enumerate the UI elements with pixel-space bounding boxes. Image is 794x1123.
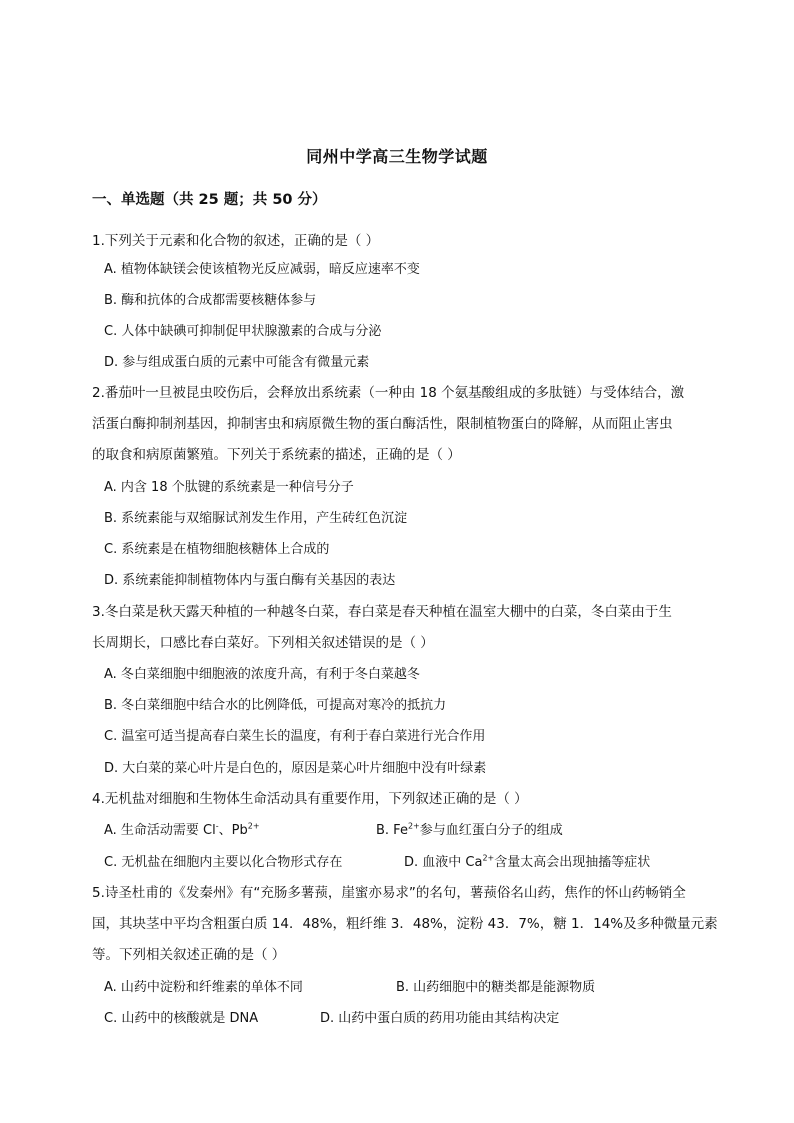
question-stem-line: 国，其块茎中平均含粗蛋白质 14．48%，粗纤维 3．48%，淀粉 43．7%，糖 1．14%及多种微量元素 — [92, 916, 718, 933]
question-stem-line: 长周期长，口感比春白菜好。下列相关叙述错误的是（ ） — [92, 635, 434, 652]
option-d: D. 系统素能抑制植物体内与蛋白酶有关基因的表达 — [104, 573, 396, 588]
option-text: D. 血液中 Ca — [404, 855, 483, 870]
option-text: 含量太高会出现抽搐等症状 — [494, 855, 651, 870]
option-text: 参与血红蛋白分子的组成 — [419, 823, 563, 838]
option-d — [404, 847, 650, 878]
question-stem-line: 5.诗圣杜甫的《发秦州》有“充肠多薯蓣，崖蜜亦易求”的名句，薯蓣俗名山药，焦作的怀山药畅销全 — [92, 885, 686, 901]
section-heading: 一、单选题（共 25 题；共 50 分） — [92, 192, 327, 208]
option-a: A. 内含 18 个肽键的系统素是一种信号分子 — [104, 480, 354, 495]
question-stem: 1.下列关于元素和化合物的叙述，正确的是（ ） — [92, 233, 380, 249]
question-1 — [92, 226, 704, 257]
option-b: B. 冬白菜细胞中结合水的比例降低，可提高对寒冷的抵抗力 — [104, 698, 447, 713]
ion-charge: - — [215, 821, 219, 831]
question-stem-line: 的取食和病原菌繁殖。下列关于系统素的描述，正确的是（ ） — [92, 447, 461, 464]
question-stem-line: 3.冬白菜是秋天露天种植的一种越冬白菜，春白菜是春天种植在温室大棚中的白菜，冬白菜由于生 — [92, 604, 672, 620]
option-a: A. 山药中淀粉和纤维素的单体不同 — [104, 980, 303, 995]
option-b: B. 系统素能与双缩脲试剂发生作用，产生砖红色沉淀 — [104, 511, 408, 526]
ion-charge: 2+ — [247, 821, 260, 831]
question-4 — [92, 784, 704, 815]
option-a — [104, 815, 260, 846]
option-c: C. 无机盐在细胞内主要以化合物形式存在 — [104, 855, 343, 870]
option-c: C. 人体中缺碘可抑制促甲状腺激素的合成与分泌 — [104, 324, 382, 339]
question-stem-line: 活蛋白酶抑制剂基因，抑制害虫和病原微生物的蛋白酶活性，限制植物蛋白的降解，从而阻止害虫 — [92, 416, 673, 433]
question-stem: 4.无机盐对细胞和生物体生命活动具有重要作用，下列叙述正确的是（ ） — [92, 791, 528, 807]
ion-charge: 2+ — [407, 821, 420, 831]
option-d: D. 大白菜的菜心叶片是白色的，原因是菜心叶片细胞中没有叶绿素 — [104, 761, 487, 776]
option-a: A. 植物体缺镁会使该植物光反应减弱，暗反应速率不变 — [104, 262, 420, 277]
option-text: 、Pb — [218, 823, 248, 838]
option-d: D. 参与组成蛋白质的元素中可能含有微量元素 — [104, 355, 370, 370]
question-stem-line: 等。下列相关叙述正确的是（ ） — [92, 947, 286, 964]
option-a: A. 冬白菜细胞中细胞液的浓度升高，有利于冬白菜越冬 — [104, 667, 420, 682]
question-5 — [92, 878, 718, 972]
option-b: B. 山药细胞中的糖类都是能源物质 — [396, 980, 596, 995]
option-b — [376, 815, 563, 846]
question-stem-line: 2.番茄叶一旦被昆虫咬伤后，会释放出系统素（一种由 18 个氨基酸组成的多肽链）与受体结合，激 — [92, 385, 685, 401]
ion-charge: 2+ — [482, 853, 495, 863]
option-c: C. 温室可适当提高春白菜生长的温度，有利于春白菜进行光合作用 — [104, 729, 486, 744]
exam-title: 同州中学高三生物学试题 — [306, 147, 488, 166]
option-c: C. 系统素是在植物细胞核糖体上合成的 — [104, 542, 330, 557]
option-d: D. 山药中蛋白质的药用功能由其结构决定 — [320, 1011, 560, 1026]
option-text: B. Fe — [376, 823, 408, 838]
question-3 — [92, 597, 704, 659]
option-b: B. 酶和抗体的合成都需要核糖体参与 — [104, 293, 317, 308]
option-c: C. 山药中的核酸就是 DNA — [104, 1011, 259, 1026]
option-text: A. 生命活动需要 Cl — [104, 823, 216, 838]
question-2 — [92, 378, 704, 472]
